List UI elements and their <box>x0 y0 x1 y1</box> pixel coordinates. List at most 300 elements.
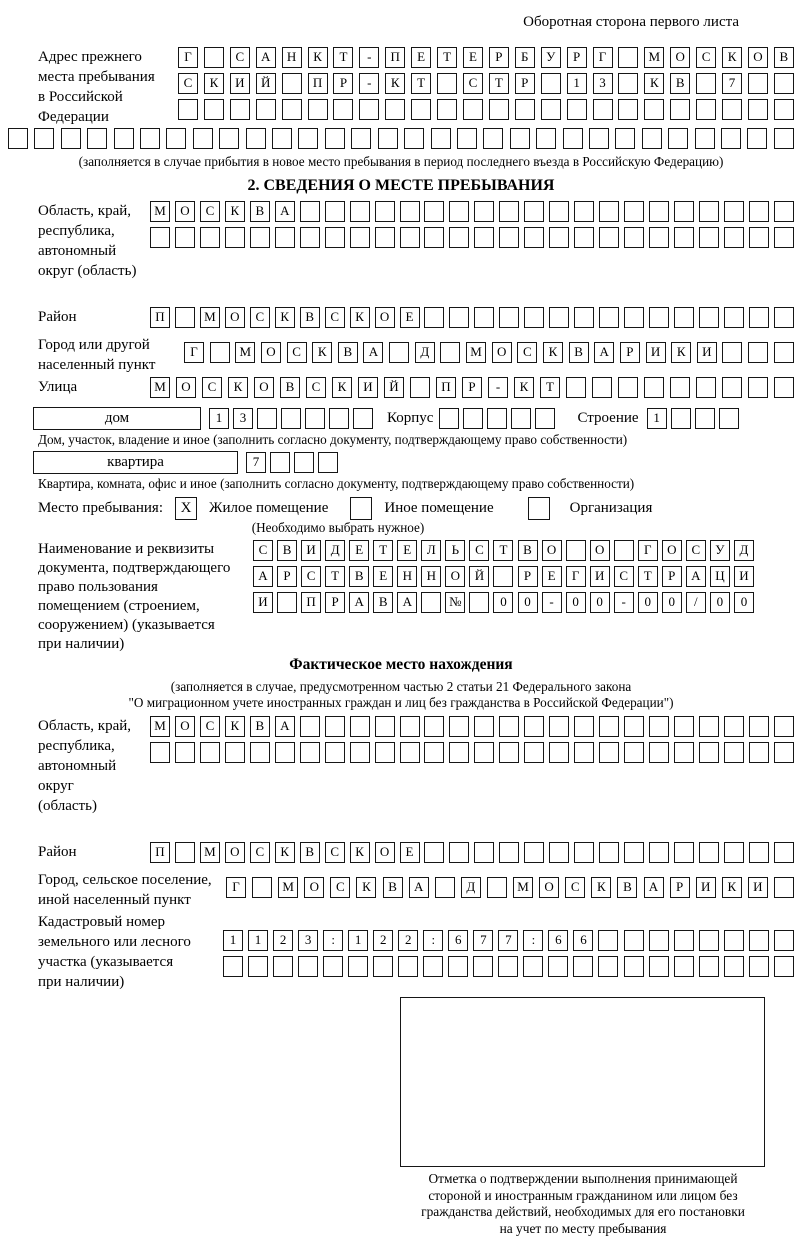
char-cell[interactable]: С <box>330 877 350 898</box>
char-cell[interactable] <box>273 956 293 977</box>
char-cell[interactable]: М <box>200 307 220 328</box>
char-cell[interactable] <box>649 742 669 763</box>
char-cell[interactable] <box>359 99 379 120</box>
char-cell[interactable] <box>463 99 483 120</box>
char-cell[interactable]: К <box>356 877 376 898</box>
char-cell[interactable] <box>724 716 744 737</box>
char-cell[interactable] <box>549 716 569 737</box>
char-cell[interactable]: М <box>513 877 533 898</box>
char-cell[interactable]: 0 <box>518 592 538 613</box>
char-cell[interactable] <box>549 742 569 763</box>
char-cell[interactable] <box>8 128 28 149</box>
char-cell[interactable]: О <box>254 377 274 398</box>
char-cell[interactable] <box>256 99 276 120</box>
char-cell[interactable]: - <box>359 47 379 68</box>
char-cell[interactable] <box>424 716 444 737</box>
char-cell[interactable] <box>674 956 694 977</box>
char-cell[interactable]: Р <box>620 342 640 363</box>
char-cell[interactable] <box>474 842 494 863</box>
char-cell[interactable] <box>300 227 320 248</box>
char-cell[interactable] <box>549 307 569 328</box>
char-cell[interactable]: П <box>385 47 405 68</box>
char-cell[interactable]: Н <box>282 47 302 68</box>
char-cell[interactable]: Ь <box>445 540 465 561</box>
char-cell[interactable] <box>719 408 739 429</box>
char-cell[interactable]: М <box>235 342 255 363</box>
char-cell[interactable] <box>449 716 469 737</box>
char-cell[interactable]: С <box>178 73 198 94</box>
char-cell[interactable] <box>593 99 613 120</box>
char-cell[interactable]: И <box>646 342 666 363</box>
char-cell[interactable] <box>549 227 569 248</box>
char-cell[interactable] <box>483 128 503 149</box>
char-cell[interactable] <box>252 877 272 898</box>
char-cell[interactable] <box>353 408 373 429</box>
char-cell[interactable] <box>624 201 644 222</box>
char-cell[interactable] <box>724 227 744 248</box>
char-cell[interactable] <box>350 716 370 737</box>
char-cell[interactable] <box>598 930 618 951</box>
char-cell[interactable]: 7 <box>498 930 518 951</box>
char-cell[interactable]: 2 <box>373 930 393 951</box>
char-cell[interactable]: П <box>301 592 321 613</box>
char-cell[interactable]: К <box>225 716 245 737</box>
char-cell[interactable] <box>435 877 455 898</box>
char-cell[interactable] <box>649 307 669 328</box>
char-cell[interactable]: К <box>591 877 611 898</box>
char-cell[interactable] <box>333 99 353 120</box>
char-cell[interactable] <box>774 742 794 763</box>
char-cell[interactable]: Д <box>415 342 435 363</box>
char-cell[interactable]: Т <box>638 566 658 587</box>
char-cell[interactable]: А <box>275 716 295 737</box>
char-cell[interactable]: Е <box>463 47 483 68</box>
char-cell[interactable] <box>421 592 441 613</box>
char-cell[interactable] <box>668 128 688 149</box>
char-cell[interactable] <box>615 128 635 149</box>
char-cell[interactable]: С <box>287 342 307 363</box>
char-cell[interactable] <box>624 307 644 328</box>
char-cell[interactable] <box>325 742 345 763</box>
char-cell[interactable]: 1 <box>348 930 368 951</box>
char-cell[interactable] <box>318 452 338 473</box>
char-cell[interactable]: К <box>543 342 563 363</box>
char-cell[interactable]: В <box>569 342 589 363</box>
char-cell[interactable]: Е <box>373 566 393 587</box>
char-cell[interactable] <box>624 227 644 248</box>
char-cell[interactable] <box>410 377 430 398</box>
char-cell[interactable] <box>722 377 742 398</box>
char-cell[interactable]: В <box>774 47 794 68</box>
char-cell[interactable] <box>474 227 494 248</box>
char-cell[interactable]: В <box>250 201 270 222</box>
char-cell[interactable]: А <box>275 201 295 222</box>
char-cell[interactable] <box>282 99 302 120</box>
char-cell[interactable]: О <box>670 47 690 68</box>
char-cell[interactable] <box>699 307 719 328</box>
char-cell[interactable] <box>150 742 170 763</box>
char-cell[interactable]: М <box>150 716 170 737</box>
char-cell[interactable]: С <box>202 377 222 398</box>
char-cell[interactable] <box>325 128 345 149</box>
char-cell[interactable]: П <box>436 377 456 398</box>
char-cell[interactable]: Т <box>489 73 509 94</box>
char-cell[interactable] <box>350 201 370 222</box>
char-cell[interactable]: 0 <box>590 592 610 613</box>
char-cell[interactable] <box>510 128 530 149</box>
char-cell[interactable] <box>774 201 794 222</box>
char-cell[interactable] <box>599 742 619 763</box>
char-cell[interactable]: О <box>539 877 559 898</box>
char-cell[interactable]: Д <box>325 540 345 561</box>
char-cell[interactable] <box>563 128 583 149</box>
char-cell[interactable] <box>378 128 398 149</box>
char-cell[interactable]: Г <box>226 877 246 898</box>
char-cell[interactable]: 0 <box>662 592 682 613</box>
char-cell[interactable] <box>674 201 694 222</box>
char-cell[interactable]: И <box>696 877 716 898</box>
char-cell[interactable] <box>618 47 638 68</box>
char-cell[interactable] <box>437 73 457 94</box>
char-cell[interactable] <box>774 930 794 951</box>
char-cell[interactable] <box>34 128 54 149</box>
char-cell[interactable]: К <box>514 377 534 398</box>
char-cell[interactable] <box>474 742 494 763</box>
char-cell[interactable]: О <box>175 201 195 222</box>
char-cell[interactable] <box>298 956 318 977</box>
char-cell[interactable] <box>624 716 644 737</box>
char-cell[interactable]: О <box>304 877 324 898</box>
char-cell[interactable]: Р <box>333 73 353 94</box>
char-cell[interactable] <box>193 128 213 149</box>
char-cell[interactable] <box>298 128 318 149</box>
char-cell[interactable] <box>210 342 230 363</box>
char-cell[interactable] <box>348 956 368 977</box>
char-cell[interactable]: С <box>614 566 634 587</box>
char-cell[interactable] <box>305 408 325 429</box>
char-cell[interactable] <box>499 201 519 222</box>
char-cell[interactable] <box>774 227 794 248</box>
char-cell[interactable] <box>674 742 694 763</box>
char-cell[interactable] <box>457 128 477 149</box>
char-cell[interactable]: В <box>277 540 297 561</box>
char-cell[interactable] <box>440 342 460 363</box>
char-cell[interactable]: Е <box>542 566 562 587</box>
char-cell[interactable]: С <box>469 540 489 561</box>
char-cell[interactable] <box>674 227 694 248</box>
char-cell[interactable] <box>567 99 587 120</box>
char-cell[interactable]: Г <box>178 47 198 68</box>
char-cell[interactable] <box>272 128 292 149</box>
char-cell[interactable]: О <box>261 342 281 363</box>
char-cell[interactable] <box>748 377 768 398</box>
char-cell[interactable] <box>474 201 494 222</box>
char-cell[interactable]: Т <box>411 73 431 94</box>
char-cell[interactable]: С <box>517 342 537 363</box>
char-cell[interactable]: Й <box>469 566 489 587</box>
char-cell[interactable]: Т <box>333 47 353 68</box>
char-cell[interactable] <box>624 956 644 977</box>
char-cell[interactable]: М <box>150 201 170 222</box>
char-cell[interactable] <box>749 227 769 248</box>
char-cell[interactable]: Б <box>515 47 535 68</box>
char-cell[interactable]: К <box>225 201 245 222</box>
char-cell[interactable] <box>644 99 664 120</box>
char-cell[interactable]: Д <box>461 877 481 898</box>
char-cell[interactable]: С <box>696 47 716 68</box>
char-cell[interactable]: И <box>230 73 250 94</box>
char-cell[interactable] <box>724 307 744 328</box>
char-cell[interactable]: И <box>301 540 321 561</box>
char-cell[interactable] <box>649 227 669 248</box>
char-cell[interactable]: С <box>301 566 321 587</box>
char-cell[interactable]: Г <box>184 342 204 363</box>
char-cell[interactable]: И <box>734 566 754 587</box>
char-cell[interactable]: К <box>644 73 664 94</box>
char-cell[interactable] <box>350 227 370 248</box>
char-cell[interactable] <box>175 842 195 863</box>
char-cell[interactable]: К <box>308 47 328 68</box>
char-cell[interactable] <box>524 307 544 328</box>
char-cell[interactable]: 1 <box>248 930 268 951</box>
char-cell[interactable] <box>499 307 519 328</box>
char-cell[interactable]: 0 <box>734 592 754 613</box>
char-cell[interactable]: К <box>722 877 742 898</box>
char-cell[interactable]: С <box>250 842 270 863</box>
char-cell[interactable] <box>308 99 328 120</box>
char-cell[interactable] <box>748 99 768 120</box>
char-cell[interactable] <box>541 73 561 94</box>
char-cell[interactable] <box>493 566 513 587</box>
char-cell[interactable]: 3 <box>298 930 318 951</box>
char-cell[interactable] <box>649 956 669 977</box>
char-cell[interactable] <box>351 128 371 149</box>
char-cell[interactable] <box>774 73 794 94</box>
char-cell[interactable] <box>449 742 469 763</box>
char-cell[interactable]: О <box>176 377 196 398</box>
char-cell[interactable]: 7 <box>722 73 742 94</box>
char-cell[interactable] <box>398 956 418 977</box>
char-cell[interactable] <box>696 73 716 94</box>
char-cell[interactable]: 1 <box>223 930 243 951</box>
char-cell[interactable]: : <box>423 930 443 951</box>
char-cell[interactable] <box>61 128 81 149</box>
char-cell[interactable]: Н <box>421 566 441 587</box>
char-cell[interactable] <box>774 956 794 977</box>
char-cell[interactable] <box>469 592 489 613</box>
char-cell[interactable] <box>449 842 469 863</box>
char-cell[interactable]: С <box>253 540 273 561</box>
char-cell[interactable]: В <box>383 877 403 898</box>
char-cell[interactable] <box>200 742 220 763</box>
char-cell[interactable] <box>624 842 644 863</box>
confirmation-mark-box[interactable] <box>400 997 765 1167</box>
char-cell[interactable]: Д <box>734 540 754 561</box>
char-cell[interactable] <box>474 307 494 328</box>
char-cell[interactable] <box>774 877 794 898</box>
char-cell[interactable]: П <box>308 73 328 94</box>
char-cell[interactable] <box>423 956 443 977</box>
char-cell[interactable]: К <box>228 377 248 398</box>
char-cell[interactable]: Г <box>593 47 613 68</box>
char-cell[interactable] <box>574 716 594 737</box>
char-cell[interactable]: К <box>332 377 352 398</box>
char-cell[interactable] <box>674 716 694 737</box>
char-cell[interactable]: Т <box>540 377 560 398</box>
char-cell[interactable] <box>389 342 409 363</box>
char-cell[interactable] <box>175 742 195 763</box>
char-cell[interactable] <box>535 408 555 429</box>
char-cell[interactable] <box>749 201 769 222</box>
char-cell[interactable]: И <box>697 342 717 363</box>
char-cell[interactable]: А <box>256 47 276 68</box>
char-cell[interactable] <box>722 99 742 120</box>
char-cell[interactable]: О <box>542 540 562 561</box>
char-cell[interactable]: В <box>300 307 320 328</box>
char-cell[interactable] <box>277 592 297 613</box>
char-cell[interactable] <box>449 201 469 222</box>
char-cell[interactable]: А <box>253 566 273 587</box>
char-cell[interactable]: Н <box>397 566 417 587</box>
char-cell[interactable] <box>350 742 370 763</box>
char-cell[interactable] <box>670 99 690 120</box>
char-cell[interactable]: К <box>204 73 224 94</box>
char-cell[interactable]: О <box>175 716 195 737</box>
char-cell[interactable]: 3 <box>233 408 253 429</box>
char-cell[interactable] <box>300 201 320 222</box>
char-cell[interactable] <box>473 956 493 977</box>
char-cell[interactable] <box>373 956 393 977</box>
char-cell[interactable] <box>695 408 715 429</box>
char-cell[interactable] <box>375 742 395 763</box>
char-cell[interactable] <box>204 47 224 68</box>
char-cell[interactable] <box>749 842 769 863</box>
char-cell[interactable] <box>200 227 220 248</box>
char-cell[interactable]: А <box>594 342 614 363</box>
char-cell[interactable] <box>599 201 619 222</box>
char-cell[interactable]: У <box>541 47 561 68</box>
char-cell[interactable]: В <box>670 73 690 94</box>
char-cell[interactable] <box>431 128 451 149</box>
char-cell[interactable] <box>747 128 767 149</box>
char-cell[interactable] <box>695 128 715 149</box>
char-cell[interactable] <box>225 227 245 248</box>
char-cell[interactable] <box>722 342 742 363</box>
char-cell[interactable] <box>424 307 444 328</box>
char-cell[interactable]: А <box>686 566 706 587</box>
char-cell[interactable] <box>592 377 612 398</box>
char-cell[interactable] <box>150 227 170 248</box>
char-cell[interactable] <box>699 201 719 222</box>
char-cell[interactable] <box>323 956 343 977</box>
char-cell[interactable] <box>439 408 459 429</box>
char-cell[interactable]: С <box>463 73 483 94</box>
char-cell[interactable] <box>724 201 744 222</box>
char-cell[interactable] <box>748 342 768 363</box>
char-cell[interactable] <box>649 930 669 951</box>
char-cell[interactable]: М <box>644 47 664 68</box>
char-cell[interactable] <box>574 742 594 763</box>
char-cell[interactable]: Р <box>670 877 690 898</box>
char-cell[interactable] <box>618 99 638 120</box>
char-cell[interactable]: - <box>614 592 634 613</box>
char-cell[interactable]: С <box>250 307 270 328</box>
char-cell[interactable]: 7 <box>246 452 266 473</box>
char-cell[interactable] <box>749 956 769 977</box>
char-cell[interactable] <box>624 742 644 763</box>
char-cell[interactable]: Т <box>325 566 345 587</box>
char-cell[interactable] <box>699 716 719 737</box>
char-cell[interactable] <box>300 716 320 737</box>
char-cell[interactable] <box>424 842 444 863</box>
char-cell[interactable]: Е <box>397 540 417 561</box>
char-cell[interactable] <box>749 716 769 737</box>
char-cell[interactable] <box>724 742 744 763</box>
char-cell[interactable]: Р <box>325 592 345 613</box>
char-cell[interactable]: Р <box>567 47 587 68</box>
apartment-type-box[interactable]: квартира <box>33 451 238 474</box>
char-cell[interactable]: - <box>359 73 379 94</box>
char-cell[interactable] <box>524 201 544 222</box>
char-cell[interactable] <box>549 842 569 863</box>
char-cell[interactable] <box>524 227 544 248</box>
char-cell[interactable]: Е <box>349 540 369 561</box>
stay-other-checkbox[interactable] <box>350 497 372 520</box>
char-cell[interactable]: О <box>445 566 465 587</box>
char-cell[interactable] <box>566 540 586 561</box>
char-cell[interactable]: О <box>225 307 245 328</box>
char-cell[interactable] <box>400 742 420 763</box>
char-cell[interactable]: 0 <box>638 592 658 613</box>
char-cell[interactable]: Р <box>277 566 297 587</box>
char-cell[interactable] <box>674 842 694 863</box>
char-cell[interactable]: С <box>306 377 326 398</box>
char-cell[interactable] <box>400 716 420 737</box>
char-cell[interactable] <box>437 99 457 120</box>
char-cell[interactable] <box>275 227 295 248</box>
char-cell[interactable] <box>599 307 619 328</box>
char-cell[interactable]: Г <box>638 540 658 561</box>
char-cell[interactable] <box>699 742 719 763</box>
char-cell[interactable] <box>385 99 405 120</box>
char-cell[interactable] <box>499 716 519 737</box>
char-cell[interactable] <box>325 201 345 222</box>
char-cell[interactable]: П <box>150 307 170 328</box>
stay-organization-checkbox[interactable] <box>528 497 550 520</box>
char-cell[interactable] <box>250 742 270 763</box>
char-cell[interactable] <box>400 227 420 248</box>
char-cell[interactable]: 1 <box>647 408 667 429</box>
char-cell[interactable]: О <box>225 842 245 863</box>
char-cell[interactable] <box>499 742 519 763</box>
char-cell[interactable] <box>574 227 594 248</box>
char-cell[interactable]: В <box>373 592 393 613</box>
char-cell[interactable]: О <box>375 842 395 863</box>
char-cell[interactable] <box>114 128 134 149</box>
char-cell[interactable]: С <box>565 877 585 898</box>
char-cell[interactable]: Л <box>421 540 441 561</box>
char-cell[interactable]: 6 <box>548 930 568 951</box>
char-cell[interactable] <box>699 227 719 248</box>
char-cell[interactable] <box>219 128 239 149</box>
char-cell[interactable] <box>499 842 519 863</box>
char-cell[interactable] <box>574 201 594 222</box>
char-cell[interactable]: Т <box>373 540 393 561</box>
char-cell[interactable] <box>487 408 507 429</box>
char-cell[interactable]: К <box>722 47 742 68</box>
char-cell[interactable]: С <box>325 842 345 863</box>
char-cell[interactable] <box>624 930 644 951</box>
